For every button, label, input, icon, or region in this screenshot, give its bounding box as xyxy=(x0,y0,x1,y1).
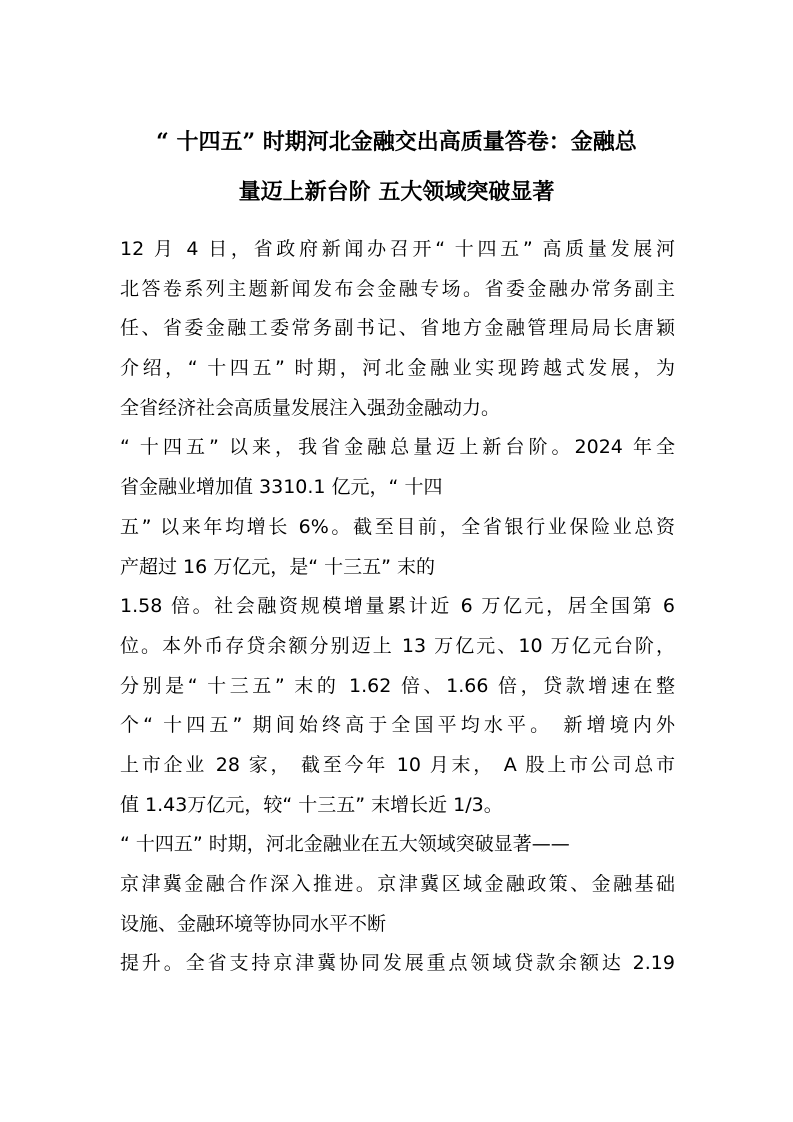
document-title-line-2: 量迈上新台阶 五大领域突破显著 xyxy=(238,179,555,205)
body-line: 分别是“ 十三五” 末的 1.62 倍、1.66 倍，贷款增速在整 xyxy=(120,674,675,697)
body-line: 提升。全省支持京津冀协同发展重点领域贷款余额达 2.19 xyxy=(120,952,675,975)
body-line: 产超过 16 万亿元，是“ 十三五” 末的 xyxy=(120,555,436,578)
body-line: 上市企业 28 家， 截至今年 10 月末， A 股上市公司总市 xyxy=(120,753,675,776)
article-body xyxy=(120,230,675,984)
body-line: 介绍，“ 十四五” 时期，河北金融业实现跨越式发展，为 xyxy=(120,357,675,380)
body-line: 五” 以来年均增长 6%。截至目前，全省银行业保险业总资 xyxy=(120,515,675,538)
body-line: 1.58 倍。社会融资规模增量累计近 6 万亿元，居全国第 6 xyxy=(120,595,675,618)
body-line: “ 十四五” 以来，我省金融总量迈上新台阶。2024 年全 xyxy=(120,436,675,459)
body-line: 省金融业增加值 3310.1 亿元，“ 十四 xyxy=(120,476,443,499)
body-line: 全省经济社会高质量发展注入强劲金融动力。 xyxy=(120,396,501,419)
body-line: 京津冀金融合作深入推进。京津冀区域金融政策、金融基础 xyxy=(120,873,675,895)
body-line: “ 十四五” 时期，河北金融业在五大领域突破显著—— xyxy=(120,833,570,856)
body-line: 12 月 4 日，省政府新闻办召开“ 十四五” 高质量发展河 xyxy=(120,238,675,260)
body-line: 个“ 十四五” 期间始终高于全国平均水平。 新增境内外 xyxy=(120,714,675,737)
body-line: 位。本外币存贷余额分别迈上 13 万亿元、10 万亿元台阶， xyxy=(120,634,675,657)
body-line: 任、省委金融工委常务副书记、省地方金融管理局局长唐颖 xyxy=(120,317,675,340)
body-line: 设施、金融环境等协同水平不断 xyxy=(120,912,387,935)
body-line: 北答卷系列主题新闻发布会金融专场。省委金融办常务副主 xyxy=(120,277,675,300)
body-line: 值 1.43万亿元，较“ 十三五” 末增长近 1/3。 xyxy=(120,793,503,816)
document-title-line-1: “ 十四五” 时期河北金融交出高质量答卷：金融总 xyxy=(156,129,637,155)
